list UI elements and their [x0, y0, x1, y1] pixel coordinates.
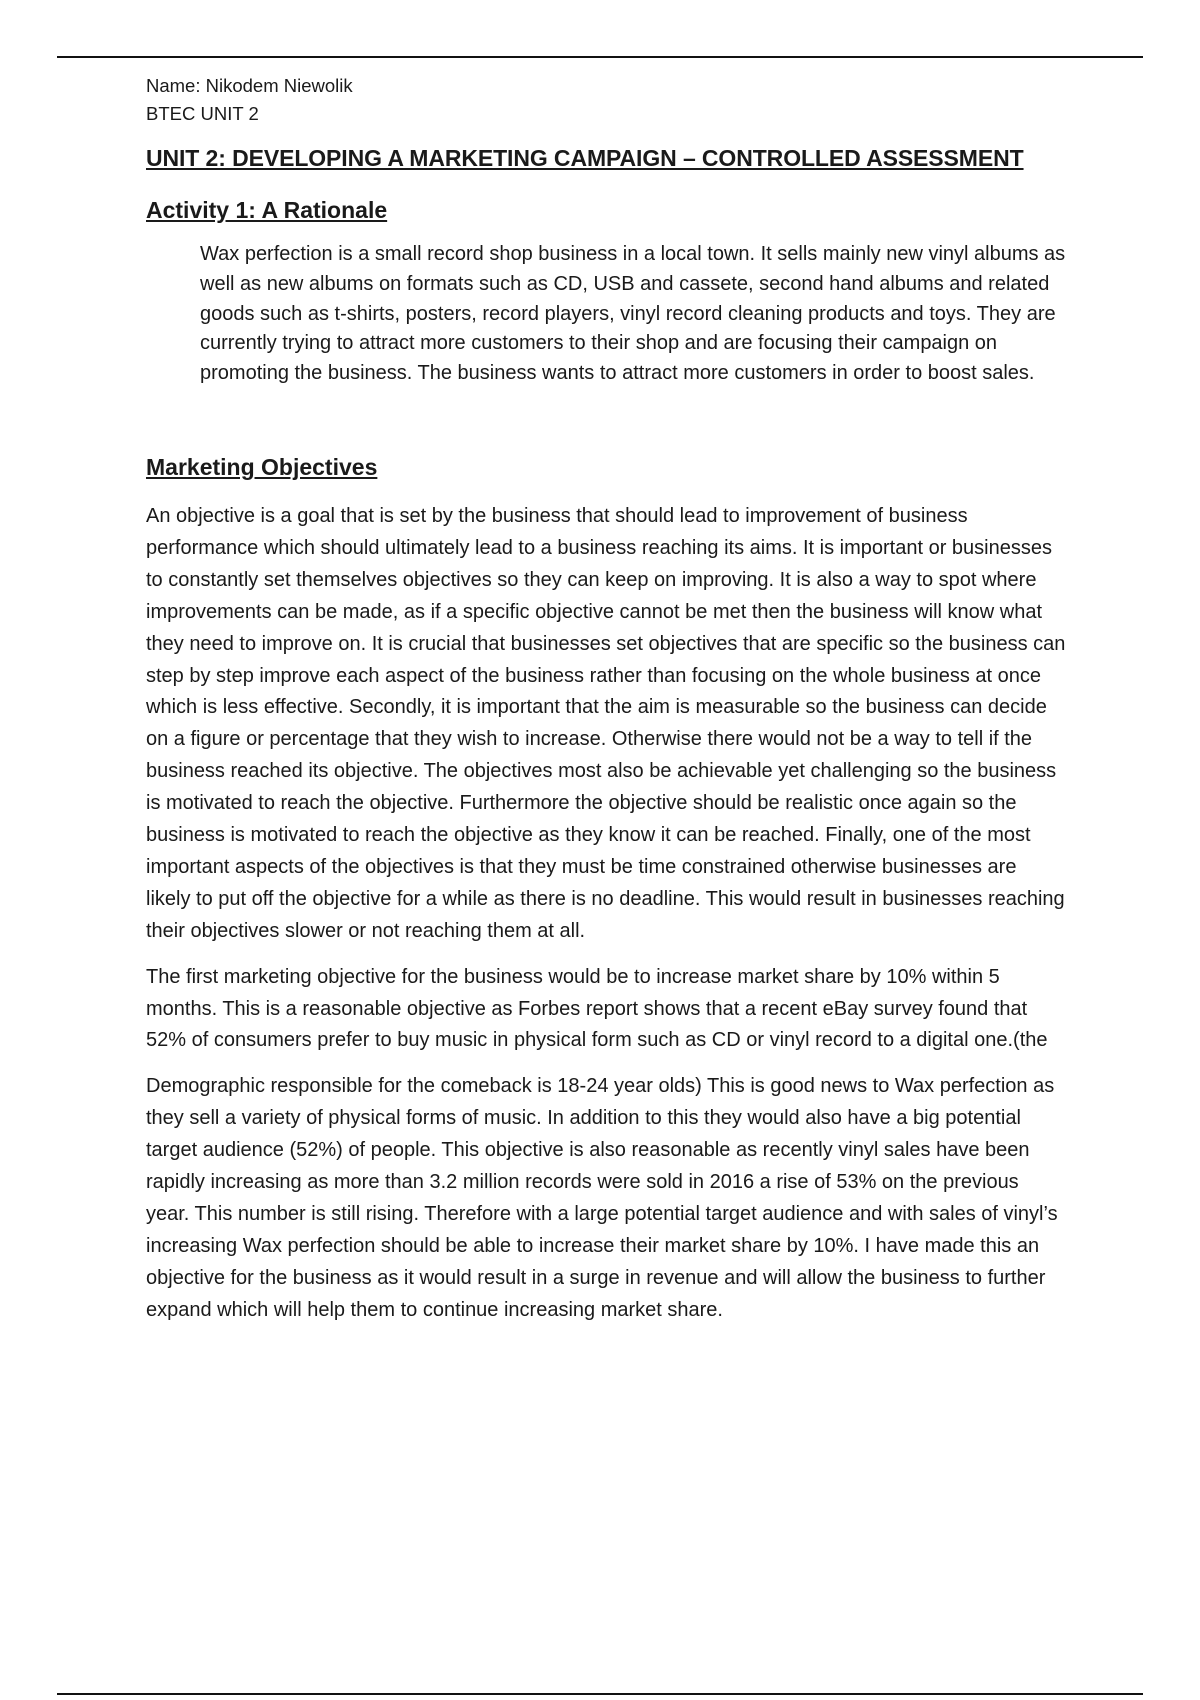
activity-heading: Activity 1: A Rationale [146, 197, 388, 223]
document-page [146, 72, 1066, 1327]
objectives-paragraph-3: Demographic responsible for the comeback is 18-24 year olds) This is good news to Wax perfection as they sell a variety of physical forms of music. In addition to this they would also have a big potential target audience (52%) of people. This objective is also reasonable as recently vinyl sales have been rapidly increasing as more than 3.2 million records were sold in 2016 a rise of 53% on the previous year. This number is still rising. Therefore with a large potential target audience and with sales of vinyl’s increasing Wax perfection should be able to increase their market share by 10%. I have made this an objective for the business as it would result in a surge in revenue and will allow the business to further expand which will help them to continue increasing market share. [146, 1075, 1058, 1321]
marketing-objectives-heading: Marketing Objectives [146, 453, 378, 480]
objectives-paragraph-1: An objective is a goal that is set by the business that should lead to improvement of business performance which should ultimately lead to a business reaching its aims. It is important or businesses to constantly set themselves objectives so they can keep on improving. It is also a way to spot where improvements can be made, as if a specific objective cannot be met then the business will know what they need to improve on. It is crucial that businesses set objectives that are specific so the business can step by step improve each aspect of the business rather than focusing on the whole business at once which is less effective. Secondly, it is important that the aim is measurable so the business can decide on a figure or percentage that they wish to increase. Otherwise there would not be a way to tell if the business reached its objective. The objectives most also be achievable yet challenging so the business is motivated to reach the objective. Furthermore the objective should be realistic once again so the business is motivated to reach the objective as they know it can be reached. Finally, one of the most important aspects of the objectives is that they must be time constrained otherwise businesses are likely to put off the objective for a while as there is no deadline. This would result in businesses reaching their objectives slower or not reaching them at all. [146, 504, 1066, 942]
bottom-page-rule [57, 1693, 1143, 1695]
objectives-paragraph-2: The first marketing objective for the business would be to increase market share by 10% within 5 months. This is a reasonable objective as Forbes report shows that a recent eBay survey found that 52% of consumers prefer to buy music in physical form such as CD or vinyl record to a digital one.(the [146, 965, 1048, 1052]
rationale-paragraph: Wax perfection is a small record shop business in a local town. It sells mainly new vinyl albums as well as new albums on formats such as CD, USB and cassete, second hand albums and related goods such as t-shirts, posters, record players, vinyl record cleaning products and toys. They are currently trying to attract more customers to their shop and are focusing their campaign on promoting the business. The business wants to attract more customers in order to boost sales. [200, 243, 1066, 385]
document-title: UNIT 2: DEVELOPING A MARKETING CAMPAIGN – CONTROLLED ASSESSMENT [146, 145, 1024, 171]
student-name: Name: Nikodem Niewolik [146, 75, 353, 96]
unit-label: BTEC UNIT 2 [146, 103, 259, 124]
top-page-rule [57, 56, 1143, 58]
